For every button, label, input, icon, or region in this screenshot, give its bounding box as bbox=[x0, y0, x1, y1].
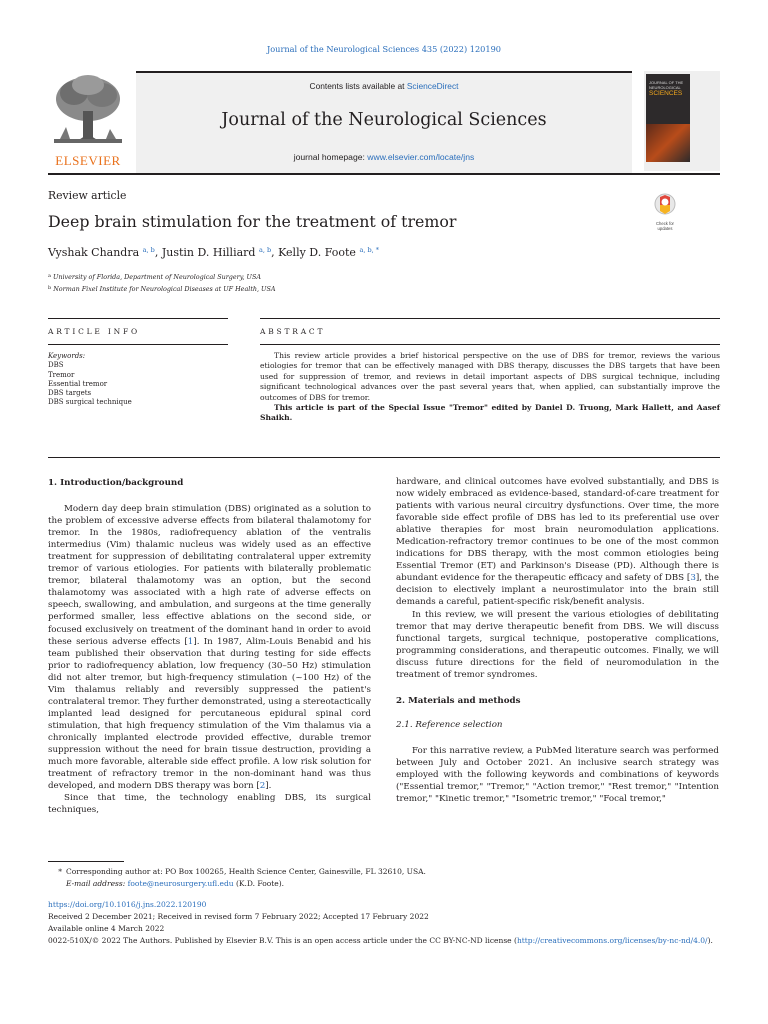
intro-text-c: ]. bbox=[265, 781, 272, 792]
intro-paragraph-continued bbox=[396, 476, 719, 609]
check-for-updates-button[interactable] bbox=[645, 193, 685, 235]
intro-cont-text-b: ], the decision to electively implant a neurostimulator into the brain still demands a careful, patient-specific risk/benefit analysis. bbox=[396, 573, 720, 608]
intro-cont-text-a: hardware, and clinical outcomes have evolved substantially, and DBS is now widely embraced as evidence-based, standard-of-care treatment for patients with various neural circuitry dysfunctions. Over time, the more favorable side effect profile of DBS has led to its preferential use over ablative therapies for most brain neuromodulation applications. Medication-refractory tremor continues to be one of the most common indications for DBS therapy, with the most common etiologies being Essential Tremor (ET) and Parkinson's Disease (PD). Although there is abundant evidence for the therapeutic efficacy and safety of DBS [ bbox=[396, 477, 719, 584]
author-list bbox=[48, 246, 379, 259]
available-online-date: Available online 4 March 2022 bbox=[48, 924, 165, 933]
doi-line bbox=[48, 899, 720, 911]
email-link[interactable]: foote@neurosurgery.ufl.edu bbox=[127, 879, 234, 888]
abstract-text: This review article provides a brief historical perspective on the use of DBS for tremor, reviews the various etiologies for tremor that can be effectively managed with DBS therapy, discusses the DBS targets that have been used for suppression of tremor, and reviews in detail important aspects of DBS surgical technique, including significant technological advances over the past several years that, when applied, can substantially improve the outcomes of DBS for tremor. bbox=[260, 351, 720, 402]
contents-prefix: Contents lists available at bbox=[309, 81, 407, 91]
body-right-column bbox=[396, 476, 719, 805]
keyword: DBS targets bbox=[48, 389, 92, 398]
footnote-rule bbox=[48, 861, 124, 862]
cover-line: NEUROLOGICAL bbox=[649, 85, 681, 90]
homepage-link[interactable]: www.elsevier.com/locate/jns bbox=[367, 152, 475, 162]
cover-artwork bbox=[646, 124, 690, 162]
reference-link-2[interactable]: 2 bbox=[259, 781, 266, 792]
cover-image bbox=[646, 74, 690, 162]
keywords-heading: Keywords: bbox=[48, 352, 86, 360]
article-info-rule bbox=[48, 344, 228, 345]
article-title: Deep brain stimulation for the treatment of tremor bbox=[48, 212, 457, 231]
affiliation-label: a bbox=[48, 273, 51, 279]
intro-text-b: ]. In 1987, Alim-Louis Benabid and his team published their observation that during testing for side effects prior to radiofrequency ablation, low frequency (30–50 Hz) stimulation did not alter tremor, but high-frequency stimulation (~100 Hz) of the Vim thalamus reliably and reversibly suppressed the patient's contralateral tremor. They further demonstrated, using a stereotactically implanted lead designed for percutaneous epidural spinal cord stimulation, that high frequency stimulation of the Vim thalamus via a chronically implanted electrode provided effective, durable tremor suppression without the need for brain tissue destruction, providing a much more favorable, alterable side effect profile. A low risk solution for treatment of refractory tremor in the non-dominant hand was thus developed, and modern DBS therapy was born [ bbox=[48, 636, 371, 792]
license-suffix: ). bbox=[707, 936, 713, 945]
author-affiliation-sup[interactable]: a, b bbox=[258, 246, 272, 254]
author-affiliation-sup[interactable]: a, b, * bbox=[359, 246, 379, 254]
section-heading-intro: 1. Introduction/background bbox=[48, 478, 184, 488]
section-heading-methods: 2. Materials and methods bbox=[396, 695, 521, 706]
author-name[interactable]: Justin D. Hilliard bbox=[161, 246, 256, 259]
masthead bbox=[48, 71, 720, 171]
corresponding-author-note bbox=[48, 866, 720, 878]
homepage-prefix: journal homepage: bbox=[293, 152, 368, 162]
sciencedirect-link[interactable]: ScienceDirect bbox=[406, 81, 459, 91]
journal-citation[interactable]: Journal of the Neurological Sciences 435 (2022) 120190 bbox=[266, 44, 502, 54]
article-type: Review article bbox=[48, 189, 127, 202]
author-separator: , bbox=[271, 246, 279, 259]
elsevier-wordmark: ELSEVIER bbox=[55, 153, 121, 168]
masthead-rule bbox=[48, 173, 720, 175]
journal-title: Journal of the Neurological Sciences bbox=[221, 110, 547, 130]
journal-banner bbox=[136, 71, 632, 173]
license-prefix: 0022-510X/© 2022 The Authors. Published by Elsevier B.V. This is an open access article under the CC BY-NC-ND license ( bbox=[48, 936, 517, 945]
author-affiliation-sup[interactable]: a, b bbox=[142, 246, 155, 254]
intro-paragraph-review: In this review, we will present the various etiologies of debilitating tremor that may derive therapeutic benefit from DBS. We will discuss functional targets, surgical technique, postoperative complications, programming considerations, and therapeutic outcomes. Finally, we will discuss future directions for the field of neuromodulation in the treatment of tremor syndromes. bbox=[396, 609, 719, 680]
affiliation-text: University of Florida, Department of Neurological Surgery, USA bbox=[52, 273, 261, 281]
contents-line bbox=[136, 81, 632, 91]
intro-text-a: Modern day deep brain stimulation (DBS) originated as a solution to the problem of excessive adverse effects from bilateral thalamotomy for tremor. In the 1980s, radiofrequency ablation of the ventralis intermedius (Vim) thalamic nucleus was widely used as an effective treatment for suppression of debilitating contralateral upper extremity tremor of various etiologies. For patients with bilaterally problematic tremor, bilateral thalamotomy was an option, but the second thalamotomy was associated with a high rate of adverse effects on speech, swallowing, and ambulation, and surgeons at the time generally performed smaller, less effective ablations on the second side, or focused exclusively on treatment of the dominant hand in order to avoid these serious adverse effects [ bbox=[48, 504, 371, 647]
keyword: DBS surgical technique bbox=[48, 398, 132, 407]
doi-link[interactable]: https://doi.org/10.1016/j.jns.2022.120190 bbox=[48, 900, 207, 909]
keyword: DBS bbox=[48, 361, 64, 370]
abstract-body bbox=[260, 351, 720, 424]
author-separator: , bbox=[154, 246, 162, 259]
article-info-rule-top bbox=[48, 318, 228, 319]
footnote-mark: * bbox=[58, 867, 62, 876]
crossmark-icon bbox=[654, 193, 676, 217]
email-note bbox=[48, 878, 720, 890]
cover-big-title: SCIENCES bbox=[649, 90, 683, 97]
article-info-heading: ARTICLE INFO bbox=[48, 327, 140, 336]
crossmark-line1: Check for bbox=[656, 221, 674, 226]
keyword: Essential tremor bbox=[48, 379, 108, 388]
author-name[interactable]: Vyshak Chandra bbox=[48, 246, 140, 259]
body-left-column bbox=[48, 477, 371, 816]
affiliation-label: b bbox=[48, 285, 52, 291]
license-link[interactable]: http://creativecommons.org/licenses/by-nc-nd/4.0/ bbox=[516, 936, 708, 945]
corresponding-text: Corresponding author at: PO Box 100265, Health Science Center, Gainesville, FL 32610, USA. bbox=[66, 867, 426, 876]
methods-paragraph-1: For this narrative review, a PubMed literature search was performed between July and October 2021. An inclusive search strategy was employed with the following keywords and combinations of keywords ("Essential tremor," "Tremor," "Action tremor," "Rest tremor," "Intention tremor," "Kinetic tremor," "Isometric tremor," "Focal tremor," bbox=[396, 745, 719, 805]
reference-link-3[interactable]: 3 bbox=[690, 573, 696, 584]
received-dates: Received 2 December 2021; Received in revised form 7 February 2022; Accepted 17 February 2022 bbox=[48, 912, 429, 921]
intro-paragraph-1 bbox=[48, 503, 371, 792]
author-name[interactable]: Kelly D. Foote bbox=[278, 246, 356, 259]
affiliation bbox=[48, 273, 261, 281]
abstract-rule-top bbox=[260, 318, 720, 319]
abstract-rule bbox=[260, 344, 720, 345]
cover-text bbox=[649, 80, 689, 97]
email-suffix: (K.D. Foote). bbox=[233, 879, 285, 888]
intro-paragraph-2: Since that time, the technology enabling DBS, its surgical techniques, bbox=[48, 793, 371, 816]
cover-line: JOURNAL OF THE bbox=[649, 80, 684, 85]
affiliation-text: Norman Fixel Institute for Neurological Diseases at UF Health, USA bbox=[53, 285, 276, 293]
affiliation bbox=[48, 285, 275, 293]
journal-cover[interactable] bbox=[644, 71, 720, 171]
reference-link-1[interactable]: 1 bbox=[187, 636, 194, 647]
license-statement bbox=[48, 935, 720, 947]
keyword: Tremor bbox=[48, 370, 75, 379]
crossmark-line2: updates bbox=[657, 226, 673, 231]
keywords-block bbox=[48, 352, 228, 408]
email-label: E-mail address: bbox=[66, 879, 126, 888]
tree-icon bbox=[48, 71, 128, 153]
special-issue-note: This article is part of the Special Issue "Tremor" edited by Daniel D. Truong, Mark Hallett, and Aasef Shaikh. bbox=[260, 403, 720, 423]
abstract-rule-bottom bbox=[48, 457, 720, 458]
abstract-heading: ABSTRACT bbox=[260, 327, 326, 336]
homepage-line bbox=[136, 152, 632, 162]
subsection-heading-reference-selection: 2.1. Reference selection bbox=[396, 719, 503, 730]
